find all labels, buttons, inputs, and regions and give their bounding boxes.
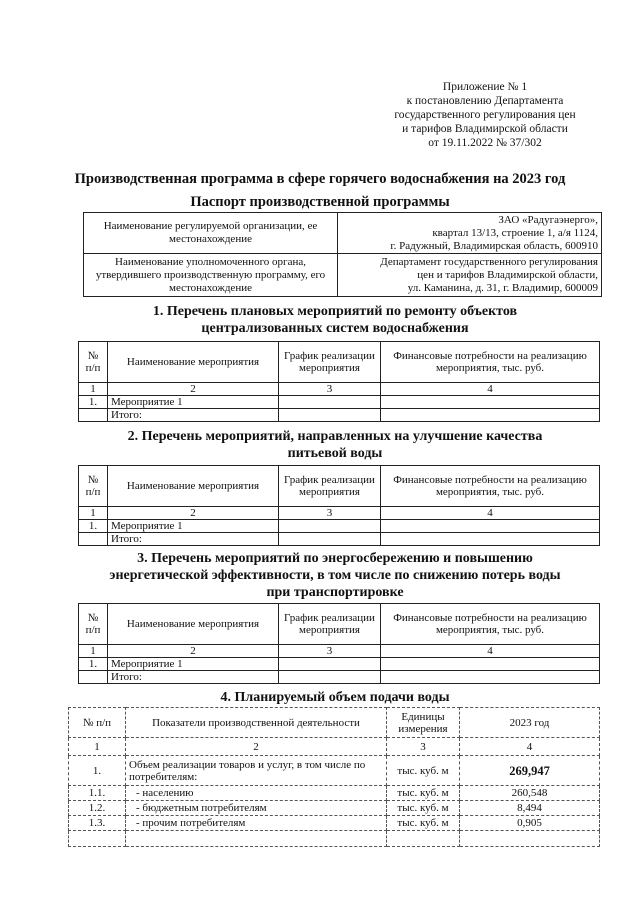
header-name: Наименование мероприятия [108, 604, 279, 645]
s4-row-num: 1. [69, 756, 126, 786]
s4-row-unit: тыс. куб. м [387, 786, 460, 801]
row-schedule [279, 396, 381, 409]
total-finance [381, 671, 600, 684]
col-index: 1 [79, 383, 108, 396]
row-schedule [279, 658, 381, 671]
s4-empty-cell [460, 831, 600, 847]
section4-title: 4. Планируемый объем подачи воды [220, 690, 450, 705]
col-index: 4 [460, 738, 600, 756]
s4-row-num: 1.3. [69, 816, 126, 831]
row-num: 1. [79, 396, 108, 409]
appendix-header [340, 80, 630, 150]
section3-title-line: энергетической эффективности, в том числе по снижению потерь воды [109, 568, 561, 583]
row-num: 1. [79, 658, 108, 671]
passport-authority-value [338, 254, 602, 297]
appendix-line: Приложение № 1 [442, 81, 528, 93]
passport-org-value-line: ЗАО «Радугаэнерго», [498, 213, 598, 226]
row-finance [381, 658, 600, 671]
s4-row-value: 269,947 [460, 756, 600, 786]
section1-title [70, 303, 600, 337]
header-num: № п/п [79, 342, 108, 383]
header-num: № п/п [79, 466, 108, 507]
appendix-line: к постановлению Департамента [406, 95, 564, 107]
section3-title-line: при транспортировке [266, 585, 404, 600]
passport-authority-label: Наименование уполномоченного органа, утвердившего производственную программу, его местонахождение [84, 254, 338, 297]
row-name: Мероприятие 1 [108, 658, 279, 671]
appendix-line: от 19.11.2022 № 37/302 [428, 137, 542, 149]
s4-row-name: - прочим потребителям [126, 816, 387, 831]
total-finance [381, 533, 600, 546]
s4-row-name: - бюджетным потребителям [126, 801, 387, 816]
section4-table [68, 707, 600, 847]
document-title: Производственная программа в сфере горячего водоснабжения на 2023 год [74, 171, 566, 187]
row-schedule [279, 520, 381, 533]
total-schedule [279, 671, 381, 684]
passport-title: Паспорт производственной программы [190, 194, 450, 210]
passport-org-value-line: г. Радужный, Владимирская область, 600910 [390, 239, 598, 252]
col-index: 3 [279, 507, 381, 520]
section3-title-line: 3. Перечень мероприятий по энергосбережению и повышению [137, 551, 533, 566]
s4-header-num: № п/п [69, 708, 126, 738]
section1-title-line: централизованных систем водоснабжения [201, 321, 469, 336]
s4-row-num: 1.2. [69, 801, 126, 816]
header-finance: Финансовые потребности на реализацию мероприятия, тыс. руб. [381, 342, 600, 383]
row-num: 1. [79, 520, 108, 533]
col-index: 2 [108, 383, 279, 396]
row-finance [381, 520, 600, 533]
total-label: Итого: [108, 671, 279, 684]
passport-authority-value-line: ул. Каманина, д. 31, г. Владимир, 600009 [407, 281, 598, 294]
s4-row-num: 1.1. [69, 786, 126, 801]
col-index: 3 [387, 738, 460, 756]
s4-row-value: 0,905 [460, 816, 600, 831]
s4-empty-cell [126, 831, 387, 847]
section3-title [70, 550, 600, 601]
s4-row-name: Объем реализации товаров и услуг, в том числе по потребителям: [126, 756, 387, 786]
s4-row-unit: тыс. куб. м [387, 816, 460, 831]
col-index: 2 [126, 738, 387, 756]
col-index: 4 [381, 383, 600, 396]
s4-row-value: 260,548 [460, 786, 600, 801]
passport-authority-value-line: цен и тарифов Владимирской области, [417, 268, 598, 281]
col-index: 4 [381, 507, 600, 520]
col-index: 1 [79, 507, 108, 520]
row-finance [381, 396, 600, 409]
passport-org-value [338, 213, 602, 254]
s4-row-unit: тыс. куб. м [387, 756, 460, 786]
s4-header-unit: Единицы измерения [387, 708, 460, 738]
section2-title-line: питьевой воды [287, 446, 383, 461]
header-name: Наименование мероприятия [108, 342, 279, 383]
passport-org-value-line: квартал 13/13, строение 1, а/я 1124, [432, 226, 598, 239]
appendix-line: и тарифов Владимирской области [402, 123, 568, 135]
col-index: 2 [108, 645, 279, 658]
header-name: Наименование мероприятия [108, 466, 279, 507]
s4-empty-cell [387, 831, 460, 847]
section1-title-line: 1. Перечень плановых мероприятий по ремонту объектов [152, 304, 518, 319]
section1-table [78, 341, 600, 422]
header-num: № п/п [79, 604, 108, 645]
passport-table [83, 212, 602, 297]
total-schedule [279, 409, 381, 422]
section2-table [78, 465, 600, 546]
col-index: 3 [279, 645, 381, 658]
section2-title-line: 2. Перечень мероприятий, направленных на улучшение качества [127, 429, 543, 444]
s4-header-indicator: Показатели производственной деятельности [126, 708, 387, 738]
total-schedule [279, 533, 381, 546]
total-label: Итого: [108, 409, 279, 422]
passport-org-label: Наименование регулируемой организации, ее местонахождение [84, 213, 338, 254]
col-index: 4 [381, 645, 600, 658]
total-finance [381, 409, 600, 422]
section3-table [78, 603, 600, 684]
row-name: Мероприятие 1 [108, 396, 279, 409]
s4-row-unit: тыс. куб. м [387, 801, 460, 816]
s4-header-year: 2023 год [460, 708, 600, 738]
col-index: 1 [79, 645, 108, 658]
s4-row-name: - населению [126, 786, 387, 801]
s4-empty-cell [69, 831, 126, 847]
col-index: 1 [69, 738, 126, 756]
total-label: Итого: [108, 533, 279, 546]
col-index: 3 [279, 383, 381, 396]
total-num [79, 671, 108, 684]
total-num [79, 409, 108, 422]
header-finance: Финансовые потребности на реализацию мероприятия, тыс. руб. [381, 604, 600, 645]
row-name: Мероприятие 1 [108, 520, 279, 533]
section2-title [70, 428, 600, 462]
header-schedule: График реализации мероприятия [279, 604, 381, 645]
header-schedule: График реализации мероприятия [279, 342, 381, 383]
appendix-line: государственного регулирования цен [394, 109, 576, 121]
passport-authority-value-line: Департамент государственного регулирования [380, 255, 598, 268]
header-finance: Финансовые потребности на реализацию мероприятия, тыс. руб. [381, 466, 600, 507]
col-index: 2 [108, 507, 279, 520]
header-schedule: График реализации мероприятия [279, 466, 381, 507]
total-num [79, 533, 108, 546]
s4-row-value: 8,494 [460, 801, 600, 816]
